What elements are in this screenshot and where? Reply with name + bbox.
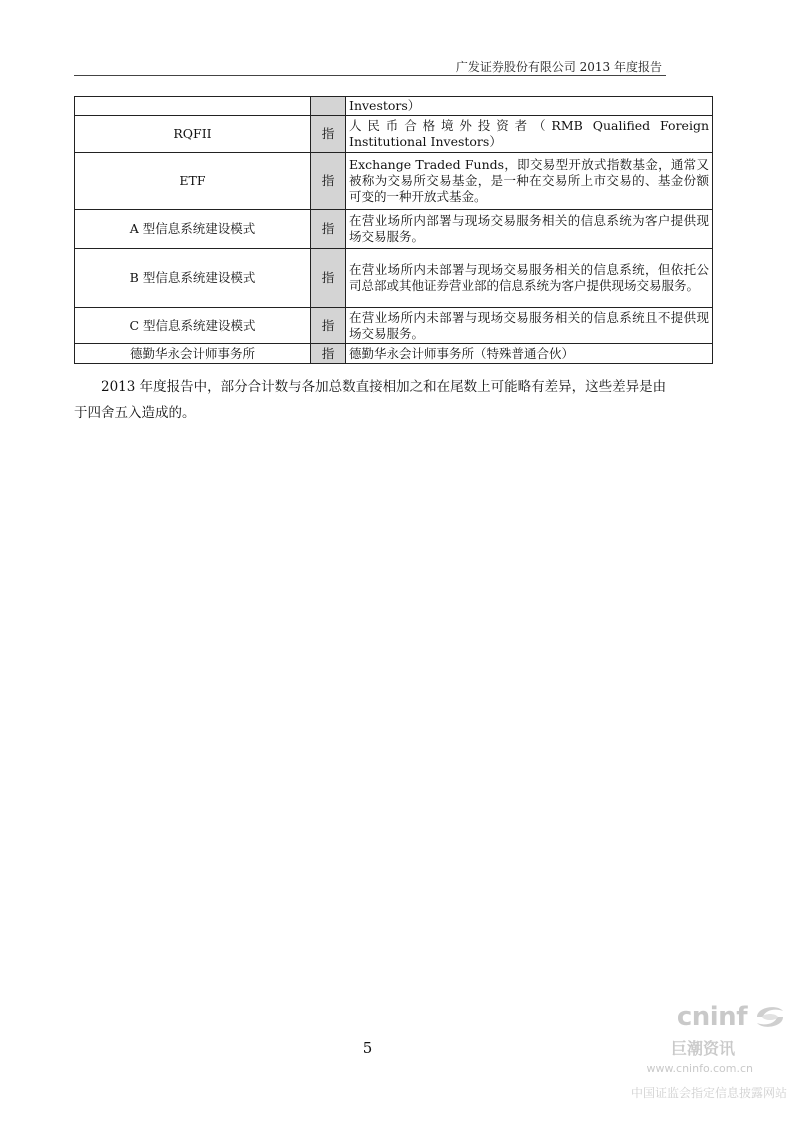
separator-cell: 指 xyxy=(311,210,346,249)
separator-cell xyxy=(311,97,346,116)
separator-cell: 指 xyxy=(311,153,346,210)
separator-cell: 指 xyxy=(311,308,346,344)
watermark-url: www.cninfo.com.cn xyxy=(646,1062,753,1075)
table-row xyxy=(75,210,713,249)
description-cell: 在营业场所内未部署与现场交易服务相关的信息系统，但依托公司总部或其他证券营业部的信息系统为客户提供现场交易服务。 xyxy=(346,249,713,308)
table-row xyxy=(75,116,713,153)
term-cell xyxy=(75,97,311,116)
watermark-logo-text: cninf xyxy=(676,1002,747,1032)
description-cell: 在营业场所内部署与现场交易服务相关的信息系统为客户提供现场交易服务。 xyxy=(346,210,713,249)
table-row xyxy=(75,308,713,344)
description-cell: 德勤华永会计师事务所（特殊普通合伙） xyxy=(346,344,713,364)
separator-cell: 指 xyxy=(311,344,346,364)
table-row xyxy=(75,97,713,116)
term-cell: C 型信息系统建设模式 xyxy=(75,308,311,344)
table-row xyxy=(75,344,713,364)
header-divider xyxy=(74,75,666,76)
term-cell: 德勤华永会计师事务所 xyxy=(75,344,311,364)
cninfo-swirl-icon xyxy=(753,1002,787,1032)
term-cell: ETF xyxy=(75,153,311,210)
definitions-table xyxy=(74,96,713,364)
term-cell: A 型信息系统建设模式 xyxy=(75,210,311,249)
separator-cell: 指 xyxy=(311,116,346,153)
description-cell: 人民币合格境外投资者（RMB Qualified Foreign Institutional Investors） xyxy=(346,116,713,153)
page-number: 5 xyxy=(362,1039,373,1057)
cninfo-watermark xyxy=(597,998,787,1116)
term-cell: RQFII xyxy=(75,116,311,153)
term-cell: B 型信息系统建设模式 xyxy=(75,249,311,308)
table-row xyxy=(75,249,713,308)
rounding-note: 2013 年度报告中，部分合计数与各加总数直接相加之和在尾数上可能略有差异，这些差异是由于四舍五入造成的。 xyxy=(74,379,667,421)
description-cell: Investors） xyxy=(346,97,713,116)
report-title: 广发证券股份有限公司 2013 年度报告 xyxy=(455,60,662,74)
watermark-cn-name: 巨潮资讯 xyxy=(670,1039,735,1058)
table-row xyxy=(75,153,713,210)
description-cell: Exchange Traded Funds，即交易型开放式指数基金，通常又被称为交易所交易基金，是一种在交易所上市交易的、基金份额可变的一种开放式基金。 xyxy=(346,153,713,210)
separator-cell: 指 xyxy=(311,249,346,308)
description-cell: 在营业场所内未部署与现场交易服务相关的信息系统且不提供现场交易服务。 xyxy=(346,308,713,344)
watermark-tagline: 中国证监会指定信息披露网站 xyxy=(630,1086,787,1100)
